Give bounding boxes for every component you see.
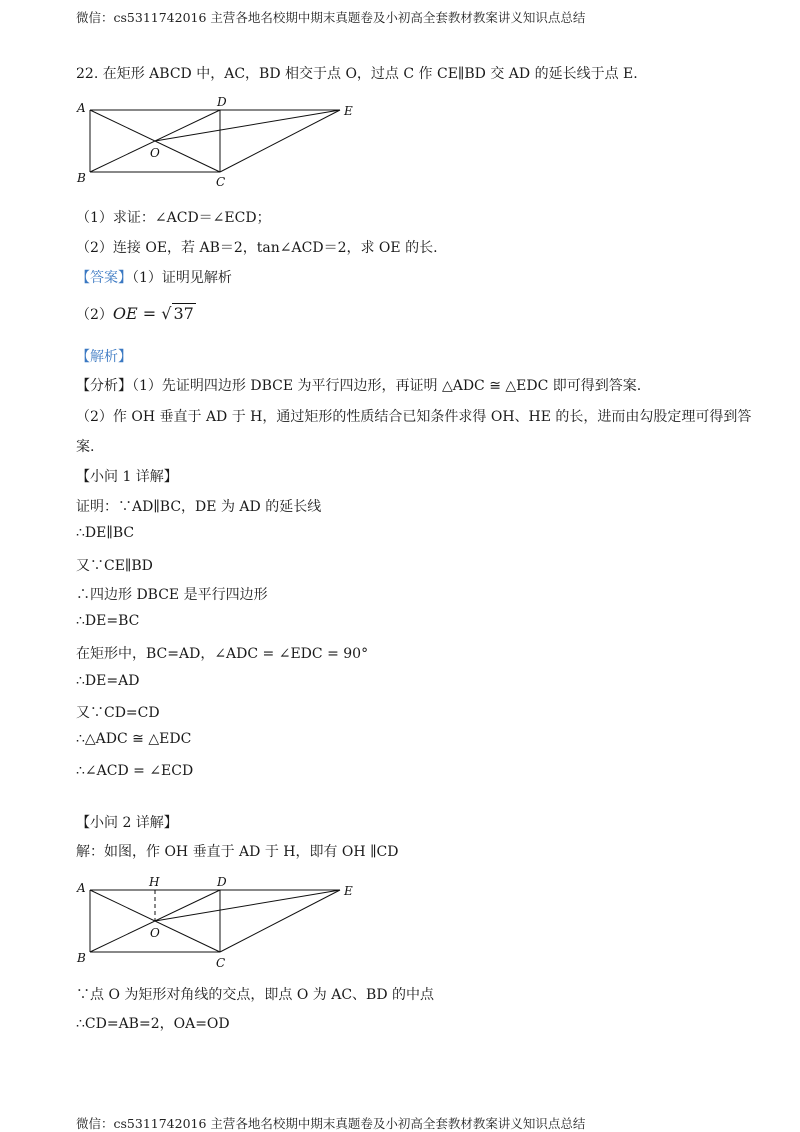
- fig1-segment-oe: [155, 110, 340, 141]
- answer-2-prefix: （2）: [76, 307, 113, 323]
- page-footer: 微信：cs5311742016 主营各地名校期中期末真题卷及小初高全套教材教案讲义知识点总结: [76, 1116, 586, 1131]
- problem-title: 22. 在矩形 ABCD 中，AC，BD 相交于点 O，过点 C 作 CE∥BD 交 AD 的延长线于点 E.: [76, 66, 638, 82]
- rectangle-figure-1: [74, 94, 364, 190]
- fig1-label-a: A: [77, 101, 86, 115]
- solution-1-line: ∴DE∥BC: [76, 525, 135, 541]
- solution-1-line: ∴四边形 DBCE 是平行四边形: [76, 587, 268, 603]
- solution-1-line: ∴∠ACD = ∠ECD: [76, 763, 194, 779]
- answer-2-sqrt-value: 37: [173, 304, 194, 323]
- rectangle-figure-2: [74, 873, 364, 973]
- solution-1-line: ∴DE=AD: [76, 673, 140, 689]
- analysis-line-1: 【分析】（1）先证明四边形 DBCE 为平行四边形，再证明 △ADC ≅ △EDC 即可得到答案.: [76, 378, 642, 394]
- solution-1-line: ∴DE=BC: [76, 613, 140, 629]
- fig2-label-e: E: [344, 884, 353, 898]
- fig1-label-b: B: [77, 171, 86, 185]
- analysis-tag: 【解析】: [76, 349, 132, 365]
- fig1-label-o: O: [150, 146, 160, 160]
- solution-1-line: 又∵CE∥BD: [76, 558, 153, 574]
- solution-2-intro: 解：如图，作 OH 垂直于 AD 于 H，即有 OH ∥CD: [76, 844, 399, 860]
- fig2-label-c: C: [216, 956, 226, 970]
- analysis-line-2: （2）作 OH 垂直于 AD 于 H，通过矩形的性质结合已知条件求得 OH、HE 的长，进而由勾股定理可得到答: [76, 409, 752, 425]
- answer-line-1: [76, 267, 232, 287]
- fig1-label-e: E: [344, 104, 353, 118]
- solution-2-line: ∴CD=AB=2，OA=OD: [76, 1016, 230, 1032]
- fig2-label-d: D: [217, 875, 227, 889]
- solution-1-line: 又∵CD=CD: [76, 705, 160, 721]
- solution-1-heading: 【小问 1 详解】: [76, 469, 178, 485]
- answer-2-lhs: OE =: [112, 304, 162, 323]
- sqrt-sign: √: [161, 304, 172, 323]
- analysis-line-3: 案.: [76, 439, 95, 455]
- answer-line-2: [76, 303, 196, 324]
- page-header: 微信：cs5311742016 主营各地名校期中期末真题卷及小初高全套教材教案讲义知识点总结: [76, 10, 586, 25]
- fig2-label-o: O: [150, 926, 160, 940]
- solution-1-line: 证明：∵AD∥BC，DE 为 AD 的延长线: [76, 499, 322, 515]
- solution-2-line: ∵点 O 为矩形对角线的交点，即点 O 为 AC、BD 的中点: [76, 987, 434, 1003]
- fig1-segment-ce: [220, 110, 340, 172]
- fig1-label-c: C: [216, 175, 226, 189]
- solution-2-heading: 【小问 2 详解】: [76, 815, 178, 831]
- fig2-label-a: A: [77, 881, 86, 895]
- solution-1-line: ∴△ADC ≅ △EDC: [76, 731, 192, 747]
- fig1-label-d: D: [217, 95, 227, 109]
- fig2-label-h: H: [149, 875, 160, 889]
- question-2: （2）连接 OE，若 AB＝2，tan∠ACD＝2，求 OE 的长.: [76, 240, 438, 256]
- fig2-segment-oe: [155, 890, 340, 921]
- fig2-segment-ce: [220, 890, 340, 952]
- answer-1: （1）证明见解析: [132, 270, 232, 286]
- fig2-label-b: B: [77, 951, 86, 965]
- answer-tag: 【答案】: [76, 270, 132, 286]
- question-1: （1）求证：∠ACD＝∠ECD；: [76, 210, 271, 226]
- solution-1-line: 在矩形中，BC=AD，∠ADC = ∠EDC = 90°: [76, 646, 369, 662]
